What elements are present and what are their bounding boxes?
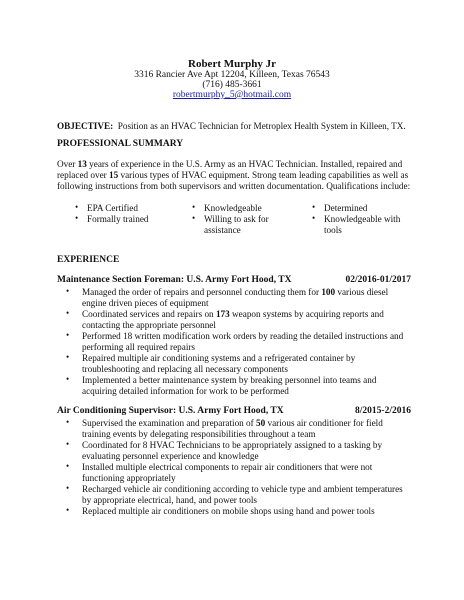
job-bullet: Managed the order of repairs and personnel conducting them for 100 various diesel — [82, 287, 389, 297]
bullet-icon: • — [66, 330, 70, 340]
summary-line-3: following instructions from both supervisors and written documentation. Qualifications include: — [57, 181, 411, 191]
job-bullet: Coordinated services and repairs on 173 weapon systems by acquiring reports and — [82, 309, 384, 319]
bullet-icon: • — [75, 213, 79, 223]
qualification-item: Determined — [324, 203, 368, 213]
candidate-name: Robert Murphy Jr — [188, 58, 276, 70]
job-bullet: Coordinated for 8 HVAC Technicians to be appropriately assigned to a tasking by — [82, 440, 383, 450]
qualification-item: Knowledgeable with — [324, 214, 401, 224]
qualification-item: Willing to ask for — [204, 214, 269, 224]
bullet-icon: • — [66, 505, 70, 515]
job-title: Air Conditioning Supervisor: U.S. Army Fort Hood, TX — [57, 406, 284, 416]
summary-heading: PROFESSIONAL SUMMARY — [57, 139, 184, 149]
job-bullet-cont: acquiring detailed information for work to be performed — [82, 386, 289, 396]
job-dates: 02/2016-01/2017 — [345, 275, 411, 285]
job-bullet: Repaired multiple air conditioning systems and a refrigerated container by — [82, 353, 356, 363]
job-bullet-cont: functioning appropriately — [82, 473, 176, 483]
job-bullet-cont: troubleshooting and replacing all necessary components — [82, 364, 288, 374]
bullet-icon: • — [66, 417, 70, 427]
bullet-icon: • — [66, 439, 70, 449]
bullet-icon: • — [312, 213, 316, 223]
job-bullet: Recharged vehicle air conditioning according to vehicle type and ambient temperatures — [82, 484, 403, 494]
job-bullet: Implemented a better maintenance system by breaking personnel into teams and — [82, 375, 377, 385]
job-bullet-cont: by appropriate electrical, hand, and power tools — [82, 495, 258, 505]
bullet-icon: • — [66, 308, 70, 318]
job-dates: 8/2015-2/2016 — [355, 406, 411, 416]
job-bullet-cont: performing all required repairs — [82, 342, 196, 352]
address: 3316 Rancier Ave Apt 12204, Killeen, Texas 76543 — [134, 70, 330, 80]
objective-label: OBJECTIVE: — [57, 121, 114, 131]
bullet-icon: • — [75, 202, 79, 212]
experience-heading: EXPERIENCE — [57, 255, 120, 265]
job-bullet: Replaced multiple air conditioners on mobile shops using hand and power tools — [82, 506, 375, 516]
objective — [57, 122, 406, 131]
bullet-icon: • — [192, 213, 196, 223]
qualification-item-cont: tools — [324, 225, 342, 235]
bullet-icon: • — [66, 461, 70, 471]
summary-line-1: Over 13 years of experience in the U.S. Army as an HVAC Technician. Installed, repaired and — [57, 159, 403, 169]
job-bullet-cont: training events by delegating responsibilities throughout a team — [82, 429, 316, 439]
job-bullet-cont: evaluating personnel experience and knowledge — [82, 451, 259, 461]
summary-line-2: replaced over 15 various types of HVAC equipment. Strong team leading capabilities as well as — [57, 170, 409, 180]
bullet-icon: • — [66, 483, 70, 493]
bullet-icon: • — [66, 352, 70, 362]
phone: (716) 485-3661 — [202, 80, 262, 90]
job-title: Maintenance Section Foreman: U.S. Army Fort Hood, TX — [57, 275, 292, 285]
bullet-icon: • — [192, 202, 196, 212]
job-bullet-cont: contacting the appropriate personnel — [82, 320, 216, 330]
bullet-icon: • — [66, 286, 70, 296]
email-link[interactable]: robertmurphy_5@hotmail.com — [172, 90, 292, 100]
objective-text: Position as an HVAC Technician for Metroplex Health System in Killeen, TX. — [117, 121, 406, 131]
qualification-item: EPA Certified — [87, 203, 138, 213]
job-bullet: Performed 18 written modification work orders by reading the detailed instructions and — [82, 331, 404, 341]
qualification-item-cont: assistance — [204, 225, 241, 235]
bullet-icon: • — [66, 374, 70, 384]
qualification-item: Formally trained — [87, 214, 149, 224]
job-bullet-cont: engine driven pieces of equipment — [82, 298, 209, 308]
qualification-item: Knowledgeable — [204, 203, 262, 213]
bullet-icon: • — [312, 202, 316, 212]
job-bullet: Installed multiple electrical components to repair air conditioners that were not — [82, 462, 373, 472]
job-bullet: Supervised the examination and preparation of 50 various air conditioner for field — [82, 418, 383, 428]
